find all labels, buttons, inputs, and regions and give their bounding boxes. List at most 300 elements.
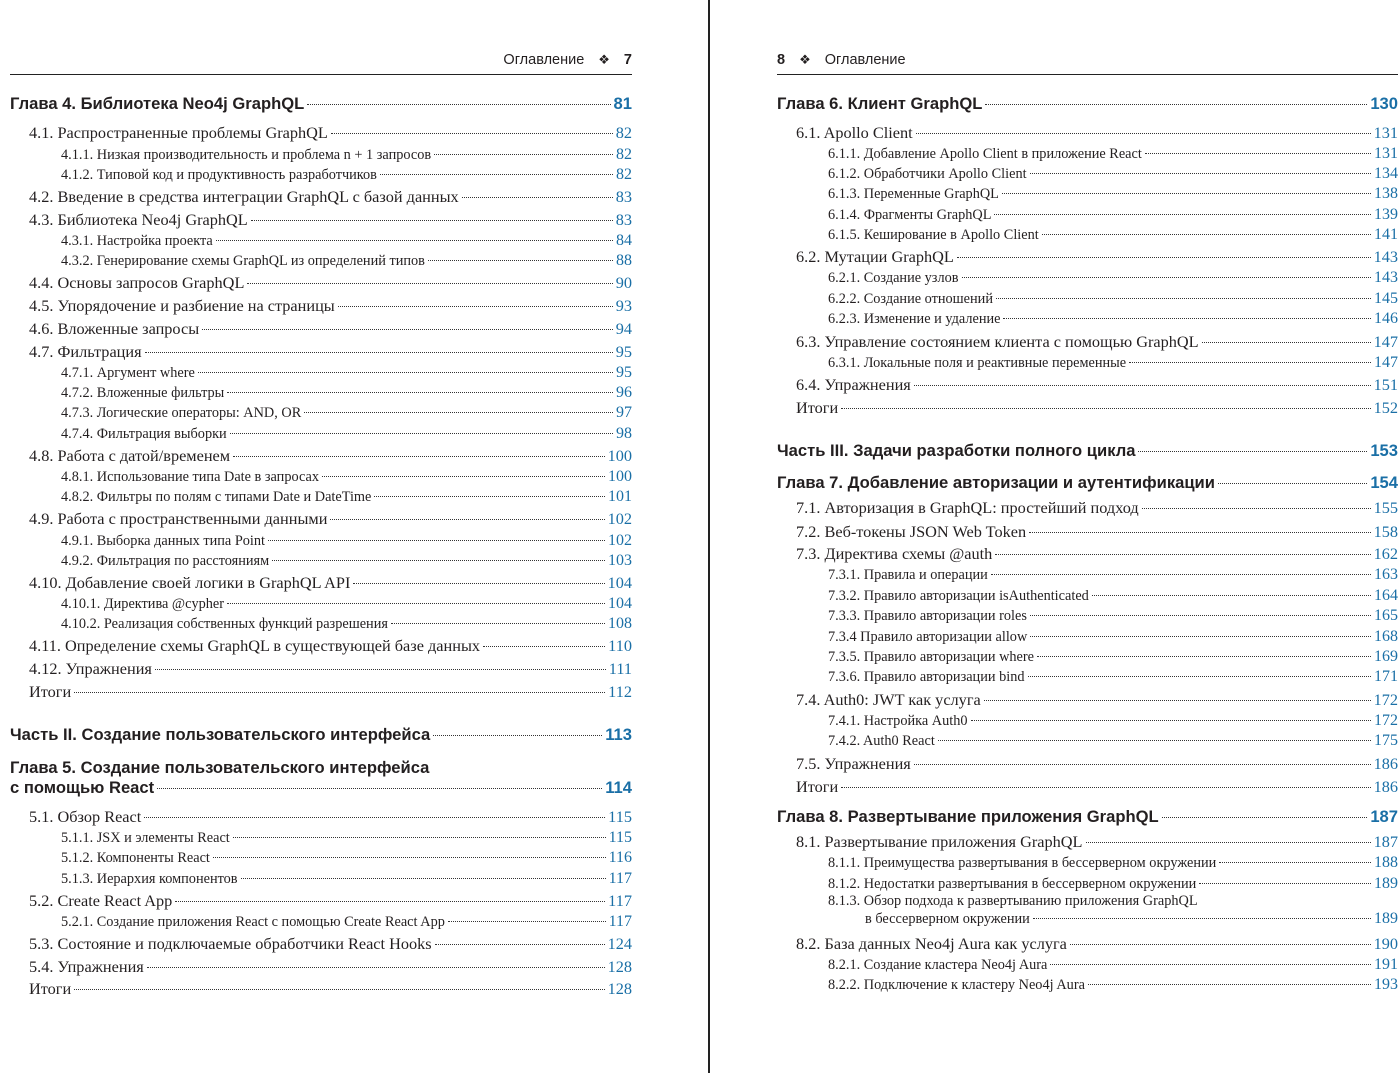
entry-page-number: 104 <box>607 573 632 592</box>
entry-title-continuation: с помощью React <box>10 778 155 797</box>
right-page <box>777 0 1398 1073</box>
dot-leader <box>995 554 1370 555</box>
entry-page-number: 95 <box>615 342 632 361</box>
toc-entry-sub <box>10 488 632 506</box>
entry-page-number: 97 <box>616 404 632 421</box>
dot-leader <box>247 283 612 284</box>
entry-title: 4.11. Определение схемы GraphQL в существующей базе данных <box>29 636 481 655</box>
dot-leader <box>147 967 605 968</box>
entry-page-number: 116 <box>608 849 632 866</box>
entry-title: Глава 7. Добавление авторизации и аутентификации <box>777 473 1215 492</box>
entry-title: 7.2. Веб-токены JSON Web Token <box>796 522 1027 541</box>
dot-leader <box>996 298 1371 299</box>
dot-leader <box>374 496 605 497</box>
entry-page-number: 83 <box>615 210 632 229</box>
entry-title: 5.1.1. JSX и элементы React <box>61 830 230 846</box>
toc-entry-section <box>10 509 632 529</box>
toc-entry-sub <box>777 875 1398 893</box>
dot-leader <box>1142 508 1371 509</box>
entry-title: 5.1.3. Иерархия компонентов <box>61 871 238 887</box>
dot-leader <box>198 372 613 373</box>
entry-title: 4.7. Фильтрация <box>29 342 142 361</box>
toc-entry-sub <box>10 849 632 867</box>
toc-entry-sub <box>10 232 632 250</box>
toc-entry-section <box>10 979 632 999</box>
entry-title: 8.1.2. Недостатки развертывания в бессерверном окружении <box>828 876 1197 892</box>
entry-title: 5.3. Состояние и подключаемые обработчики React Hooks <box>29 934 432 953</box>
toc-entry-section <box>777 832 1398 852</box>
dot-leader <box>1218 483 1367 484</box>
entry-title: 8.2.1. Создание кластера Neo4j Aura <box>828 957 1048 973</box>
running-head-title: Оглавление <box>824 52 906 68</box>
entry-title: 8.1.3. Обзор подхода к развертыванию приложения GraphQL <box>828 893 1198 909</box>
entry-page-number: 115 <box>608 829 632 846</box>
entry-page-number: 110 <box>608 636 632 655</box>
dot-leader <box>1070 944 1371 945</box>
entry-page-number: 100 <box>608 468 632 485</box>
dot-leader <box>304 412 613 413</box>
toc-entry-sub <box>10 404 632 422</box>
running-head-title: Оглавление <box>503 52 585 68</box>
toc-entry-sub <box>777 628 1398 646</box>
entry-page-number: 104 <box>608 595 632 612</box>
toc-entry-section <box>10 296 632 316</box>
entry-title: 7.3.4 Правило авторизации allow <box>828 629 1028 645</box>
toc-entry-sub <box>777 648 1398 666</box>
dot-leader <box>985 104 1367 105</box>
entry-page-number: 114 <box>605 778 632 797</box>
entry-title: 5.1.2. Компоненты React <box>61 850 210 866</box>
dot-leader <box>1028 676 1371 677</box>
entry-title: 6.2.1. Создание узлов <box>828 270 959 286</box>
dot-leader <box>1002 193 1371 194</box>
toc-entry-sub <box>777 956 1398 974</box>
dot-leader <box>938 740 1371 741</box>
entry-page-number: 168 <box>1374 628 1398 645</box>
toc-entry-sub <box>10 829 632 847</box>
dot-leader <box>380 174 613 175</box>
entry-page-number: 169 <box>1374 648 1398 665</box>
entry-title: Итоги <box>29 979 72 998</box>
entry-title: 4.8.2. Фильтры по полям с типами Date и DateTime <box>61 489 372 505</box>
ornament-icon: ❖ <box>799 52 811 67</box>
toc-entry-sub <box>777 226 1398 244</box>
toc-entry-section <box>10 934 632 954</box>
entry-page-number: 163 <box>1374 566 1398 583</box>
entry-title: 5.2.1. Создание приложения React с помощью Create React App <box>61 914 445 930</box>
toc-entry-section <box>10 187 632 207</box>
entry-title: 5.2. Create React App <box>29 891 173 910</box>
entry-title: 4.7.4. Фильтрация выборки <box>61 426 227 442</box>
dot-leader <box>175 901 605 902</box>
dot-leader <box>268 540 605 541</box>
dot-leader <box>984 700 1371 701</box>
entry-title: 4.4. Основы запросов GraphQL <box>29 273 245 292</box>
toc-entry-section <box>777 522 1398 542</box>
toc-entry-section <box>777 398 1398 418</box>
entry-title: 7.3.6. Правило авторизации bind <box>828 669 1025 685</box>
dot-leader <box>462 197 613 198</box>
entry-title: 7.3. Директива схемы @auth <box>796 544 993 563</box>
entry-page-number: 162 <box>1373 544 1398 563</box>
entry-page-number: 82 <box>616 166 632 183</box>
toc-entry-sub <box>777 165 1398 183</box>
entry-page-number: 190 <box>1373 934 1398 953</box>
toc-entry-sub <box>777 310 1398 328</box>
entry-title: 6.1.5. Кеширование в Apollo Client <box>828 227 1039 243</box>
dot-leader <box>1030 636 1371 637</box>
entry-title: Итоги <box>29 682 72 701</box>
entry-page-number: 128 <box>607 957 632 976</box>
dot-leader <box>331 133 613 134</box>
dot-leader <box>971 720 1371 721</box>
entry-page-number: 115 <box>608 807 632 826</box>
dot-leader <box>251 220 613 221</box>
dot-leader <box>74 989 604 990</box>
entry-page-number: 84 <box>616 232 632 249</box>
dot-leader <box>1162 817 1368 818</box>
dot-leader <box>994 214 1371 215</box>
toc-entry-chapter <box>10 758 632 798</box>
entry-page-number: 81 <box>613 94 632 113</box>
entry-title: Глава 6. Клиент GraphQL <box>777 94 983 113</box>
entry-page-number: 102 <box>608 532 632 549</box>
entry-page-number: 95 <box>616 364 632 381</box>
dot-leader <box>428 260 613 261</box>
toc-entry-sub <box>777 145 1398 163</box>
toc-entry-section <box>10 319 632 339</box>
entry-title: 6.1.2. Обработчики Apollo Client <box>828 166 1027 182</box>
toc-entry-section <box>10 342 632 362</box>
entry-page-number: 124 <box>607 934 632 953</box>
toc-entry-section <box>10 123 632 143</box>
dot-leader <box>1092 595 1371 596</box>
running-head <box>777 52 1398 75</box>
toc-entry-section <box>777 754 1398 774</box>
toc-entry-sub <box>10 384 632 402</box>
dot-leader <box>272 560 605 561</box>
entry-title: 7.3.2. Правило авторизации isAuthenticated <box>828 588 1089 604</box>
dot-leader <box>213 857 606 858</box>
entry-title: 5.4. Упражнения <box>29 957 144 976</box>
dot-leader <box>233 837 606 838</box>
entry-page-number: 112 <box>608 682 632 701</box>
page-gutter <box>708 0 710 1073</box>
entry-page-number: 113 <box>605 725 632 744</box>
toc-entry-sub <box>777 854 1398 872</box>
running-head <box>10 52 632 75</box>
entry-page-number: 152 <box>1373 398 1398 417</box>
dot-leader <box>202 329 613 330</box>
toc-entry-chapter <box>777 94 1398 114</box>
toc-entry-sub <box>10 425 632 443</box>
entry-page-number: 189 <box>1374 875 1398 892</box>
dot-leader <box>448 921 606 922</box>
toc-entry-sub <box>10 552 632 570</box>
entry-page-number: 138 <box>1374 185 1398 202</box>
dot-leader <box>1202 342 1371 343</box>
toc-entry-section <box>777 332 1398 352</box>
entry-title: 6.1.3. Переменные GraphQL <box>828 186 999 202</box>
entry-page-number: 143 <box>1373 247 1398 266</box>
entry-page-number: 186 <box>1373 754 1398 773</box>
toc-entry-sub <box>10 615 632 633</box>
toc-entry-section <box>777 247 1398 267</box>
entry-title: 6.3.1. Локальные поля и реактивные переменные <box>828 355 1127 371</box>
toc-entry-sub <box>777 290 1398 308</box>
toc-entry-sub <box>777 712 1398 730</box>
entry-page-number: 90 <box>615 273 632 292</box>
toc-entry-sub <box>10 252 632 270</box>
dot-leader <box>391 623 605 624</box>
entry-page-number: 164 <box>1374 587 1398 604</box>
entry-title: 4.3.1. Настройка проекта <box>61 233 213 249</box>
dot-leader <box>914 385 1371 386</box>
entry-title: 6.1.4. Фрагменты GraphQL <box>828 207 992 223</box>
entry-page-number: 96 <box>616 384 632 401</box>
entry-title: Глава 8. Развертывание приложения GraphQL <box>777 807 1159 826</box>
entry-page-number: 94 <box>615 319 632 338</box>
dot-leader <box>957 257 1371 258</box>
entry-title: 4.9.2. Фильтрация по расстояниям <box>61 553 270 569</box>
toc-entry-sub <box>777 607 1398 625</box>
dot-leader <box>1033 918 1371 919</box>
toc-entry-sub <box>777 206 1398 224</box>
entry-title: 4.8. Работа с датой/временем <box>29 446 231 465</box>
entry-title: 4.10. Добавление своей логики в GraphQL API <box>29 573 351 592</box>
toc-entry-sub <box>777 668 1398 686</box>
toc-entry-sub <box>10 913 632 931</box>
toc-entry-sub <box>10 468 632 486</box>
dot-leader <box>1145 153 1371 154</box>
dot-leader <box>227 392 613 393</box>
dot-leader <box>241 878 606 879</box>
entry-page-number: 172 <box>1374 712 1398 729</box>
dot-leader <box>338 306 613 307</box>
dot-leader <box>1030 173 1371 174</box>
entry-page-number: 189 <box>1374 910 1398 927</box>
toc-entry-chapter <box>10 94 632 114</box>
toc-entry-sub <box>777 893 1398 928</box>
toc-entry-section <box>10 446 632 466</box>
toc-entry-section <box>777 934 1398 954</box>
toc-entry-sub <box>10 146 632 164</box>
dot-leader <box>145 352 613 353</box>
entry-page-number: 82 <box>615 123 632 142</box>
entry-title: 4.7.1. Аргумент where <box>61 365 195 381</box>
entry-title: 8.2.2. Подключение к кластеру Neo4j Aura <box>828 977 1085 993</box>
entry-title: 4.7.3. Логические операторы: AND, OR <box>61 405 302 421</box>
dot-leader <box>914 764 1371 765</box>
entry-title: 6.2. Мутации GraphQL <box>796 247 954 266</box>
dot-leader <box>841 408 1370 409</box>
entry-page-number: 131 <box>1373 123 1398 142</box>
toc-entry-sub <box>10 870 632 888</box>
entry-page-number: 187 <box>1373 832 1398 851</box>
entry-page-number: 117 <box>608 870 632 887</box>
entry-page-number: 171 <box>1374 668 1398 685</box>
toc-entry-section <box>777 375 1398 395</box>
entry-title: 6.4. Упражнения <box>796 375 911 394</box>
toc-entry-chapter <box>10 725 632 745</box>
entry-page-number: 88 <box>616 252 632 269</box>
dot-leader <box>307 104 610 105</box>
dot-leader <box>1050 964 1371 965</box>
dot-leader <box>435 944 605 945</box>
toc-entry-sub <box>777 566 1398 584</box>
entry-page-number: 83 <box>615 187 632 206</box>
entry-title: 7.3.5. Правило авторизации where <box>828 649 1035 665</box>
entry-title: 4.7.2. Вложенные фильтры <box>61 385 225 401</box>
dot-leader <box>841 787 1370 788</box>
entry-page-number: 165 <box>1374 607 1398 624</box>
dot-leader <box>1219 862 1371 863</box>
entry-title: Часть III. Задачи разработки полного цикла <box>777 441 1136 460</box>
entry-title: Итоги <box>796 398 839 417</box>
toc-entry-section <box>10 636 632 656</box>
entry-title: Глава 5. Создание пользовательского интерфейса <box>10 758 430 777</box>
entry-title: 4.1.1. Низкая производительность и проблема n + 1 запросов <box>61 147 432 163</box>
entry-page-number: 100 <box>607 446 632 465</box>
entry-title: 8.1.1. Преимущества развертывания в бессерверном окружении <box>828 855 1217 871</box>
entry-title: 5.1. Обзор React <box>29 807 142 826</box>
toc-entry-sub <box>777 732 1398 750</box>
entry-page-number: 98 <box>616 425 632 442</box>
entry-title: 7.4.2. Auth0 React <box>828 733 935 749</box>
entry-title: 6.2.2. Создание отношений <box>828 291 993 307</box>
dot-leader <box>330 519 604 520</box>
toc-entry-section <box>10 573 632 593</box>
dot-leader <box>433 735 602 736</box>
entry-title: 8.1. Развертывание приложения GraphQL <box>796 832 1083 851</box>
entry-title: 4.1. Распространенные проблемы GraphQL <box>29 123 328 142</box>
page-number: 8 <box>777 52 786 68</box>
entry-page-number: 187 <box>1370 807 1398 826</box>
entry-page-number: 172 <box>1373 690 1398 709</box>
entry-page-number: 143 <box>1374 269 1398 286</box>
toc-entry-section <box>10 807 632 827</box>
entry-title: 7.4.1. Настройка Auth0 <box>828 713 968 729</box>
entry-title: 7.3.1. Правила и операции <box>828 567 988 583</box>
dot-leader <box>1129 362 1371 363</box>
entry-title: 6.2.3. Изменение и удаление <box>828 311 1001 327</box>
dot-leader <box>1029 532 1370 533</box>
entry-page-number: 158 <box>1373 522 1398 541</box>
toc-entry-section <box>10 891 632 911</box>
dot-leader <box>233 456 604 457</box>
toc-entry-section <box>10 659 632 679</box>
toc-entry-section <box>10 210 632 230</box>
toc-entry-section <box>777 690 1398 710</box>
dot-leader <box>74 692 605 693</box>
toc-entry-section <box>777 498 1398 518</box>
toc-entry-sub <box>777 587 1398 605</box>
entry-page-number: 108 <box>608 615 632 632</box>
toc-entry-section <box>777 123 1398 143</box>
toc-entry-section <box>10 682 632 702</box>
entry-page-number: 186 <box>1373 777 1398 796</box>
entry-title: 4.10.1. Директива @cypher <box>61 596 224 612</box>
entry-page-number: 139 <box>1374 206 1398 223</box>
entry-title: 4.6. Вложенные запросы <box>29 319 200 338</box>
entry-title: 4.10.2. Реализация собственных функций разрешения <box>61 616 388 632</box>
entry-page-number: 188 <box>1374 854 1398 871</box>
dot-leader <box>1042 234 1371 235</box>
entry-page-number: 93 <box>615 296 632 315</box>
entry-title: 4.5. Упорядочение и разбиение на страницы <box>29 296 335 315</box>
entry-page-number: 175 <box>1374 732 1398 749</box>
entry-title: Итоги <box>796 777 839 796</box>
entry-title: 6.1.1. Добавление Apollo Client в приложение React <box>828 146 1142 162</box>
entry-title: 6.3. Управление состоянием клиента с помощью GraphQL <box>796 332 1199 351</box>
entry-page-number: 147 <box>1374 354 1398 371</box>
entry-page-number: 130 <box>1370 94 1398 113</box>
dot-leader <box>483 646 605 647</box>
toc-entry-sub <box>777 976 1398 994</box>
entry-title: 4.9.1. Выборка данных типа Point <box>61 533 266 549</box>
dot-leader <box>991 574 1371 575</box>
dot-leader <box>322 476 605 477</box>
dot-leader <box>144 817 605 818</box>
left-page <box>10 0 632 1073</box>
entry-page-number: 146 <box>1374 310 1398 327</box>
ornament-icon: ❖ <box>598 52 610 67</box>
toc-entry-sub <box>10 364 632 382</box>
entry-page-number: 111 <box>608 659 632 678</box>
page-number: 7 <box>623 52 632 68</box>
dot-leader <box>216 240 613 241</box>
toc-entry-chapter <box>777 473 1398 493</box>
dot-leader <box>962 277 1372 278</box>
dot-leader <box>1138 451 1367 452</box>
entry-title: 7.1. Авторизация в GraphQL: простейший подход <box>796 498 1139 517</box>
entry-page-number: 151 <box>1373 375 1398 394</box>
toc-entry-sub <box>10 595 632 613</box>
entry-page-number: 155 <box>1373 498 1398 517</box>
entry-title: 4.3. Библиотека Neo4j GraphQL <box>29 210 248 229</box>
entry-page-number: 141 <box>1374 226 1398 243</box>
toc-entry-section <box>777 777 1398 797</box>
entry-page-number: 128 <box>607 979 632 998</box>
entry-title-continuation: в бессерверном окружении <box>865 911 1030 927</box>
dot-leader <box>434 154 613 155</box>
dot-leader <box>1037 656 1371 657</box>
entry-page-number: 154 <box>1370 473 1398 492</box>
dot-leader <box>1030 615 1371 616</box>
entry-page-number: 153 <box>1370 441 1398 460</box>
toc-entry-section <box>777 544 1398 564</box>
entry-title: 6.1. Apollo Client <box>796 123 913 142</box>
dot-leader <box>916 133 1371 134</box>
toc-entry-sub <box>777 269 1398 287</box>
entry-title: 4.8.1. Использование типа Date в запросах <box>61 469 320 485</box>
entry-page-number: 117 <box>608 913 632 930</box>
entry-page-number: 147 <box>1373 332 1398 351</box>
dot-leader <box>1199 883 1371 884</box>
entry-page-number: 103 <box>608 552 632 569</box>
entry-page-number: 102 <box>607 509 632 528</box>
toc-entry-sub <box>777 354 1398 372</box>
entry-title: 4.1.2. Типовой код и продуктивность разработчиков <box>61 167 377 183</box>
dot-leader <box>1088 984 1371 985</box>
dot-leader <box>1086 842 1371 843</box>
toc-entry-sub <box>777 185 1398 203</box>
entry-page-number: 82 <box>616 146 632 163</box>
toc-entry-sub <box>10 532 632 550</box>
entry-page-number: 193 <box>1374 976 1398 993</box>
entry-title: 8.2. База данных Neo4j Aura как услуга <box>796 934 1067 953</box>
entry-title: Часть II. Создание пользовательского интерфейса <box>10 725 431 744</box>
